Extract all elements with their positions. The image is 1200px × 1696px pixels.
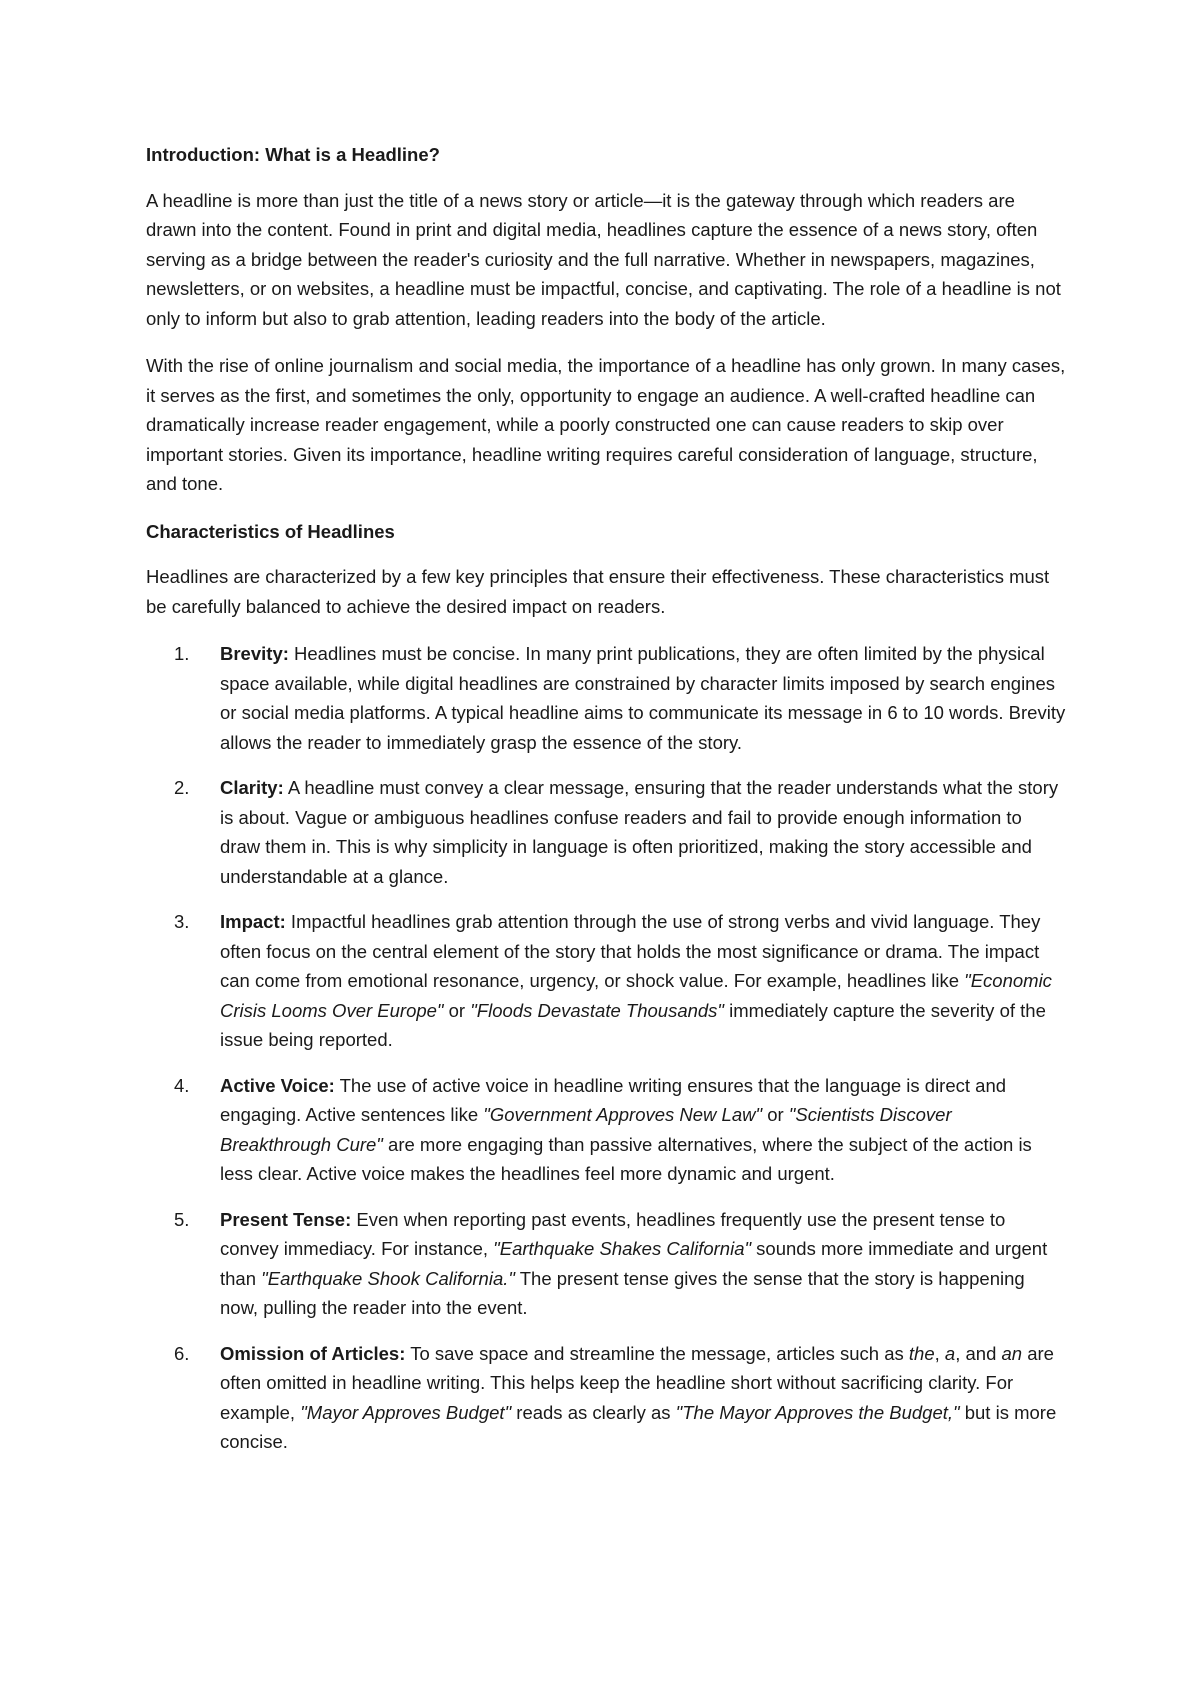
item-text: or (443, 999, 471, 1021)
example-headline: "The Mayor Approves the Budget," (675, 1401, 960, 1423)
list-item-active-voice (146, 1071, 1066, 1189)
item-term: Impact: (220, 911, 286, 932)
intro-paragraph-1: A headline is more than just the title of a news story or article—it is the gateway through which readers are drawn into the content. Found in print and digital media, headlines capture the essence of a news story, often serving as a bridge between the reader's curiosity and the full narrative. Whether in newspapers, magazines, newsletters, or on websites, a headline must be impactful, concise, and captivating. The role of a headline is not only to inform but also to grab attention, leading readers into the body of the article. (146, 189, 1061, 329)
example-headline: "Earthquake Shakes California" (493, 1238, 752, 1259)
item-text: , (934, 1342, 945, 1364)
item-text: immediately capture the severity of the issue being reported. (220, 999, 1046, 1050)
item-text: The present tense gives the sense that the story is happening now, pulling the reader into the event. (220, 1267, 1025, 1318)
item-term: Brevity: (220, 643, 289, 664)
list-item-omission-of-articles (146, 1339, 1066, 1457)
list-item-clarity (146, 773, 1066, 891)
article-example: the (908, 1342, 935, 1364)
item-text: , and (955, 1342, 1002, 1364)
intro-heading: Introduction: What is a Headline? (146, 144, 440, 165)
item-text: Headlines must be concise. In many print publications, they are often limited by the physical space available, while digital headlines are constrained by character limits imposed by search engines or social media platforms. A typical headline aims to communicate its message in 6 to 10 words. Brevity allows the reader to immediately grasp the essence of the story. (220, 643, 1066, 753)
example-headline: "Earthquake Shook California." (261, 1267, 515, 1289)
example-headline: "Mayor Approves Budget" (300, 1401, 512, 1423)
item-text: To save space and streamline the message, articles such as (405, 1342, 909, 1364)
list-number: 5. (174, 1208, 190, 1230)
item-text: are more engaging than passive alternatives, where the subject of the action is less clear. Active voice makes the headlines feel more dynamic and urgent. (220, 1133, 1032, 1184)
list-number: 4. (174, 1074, 190, 1096)
item-term: Clarity: (220, 777, 284, 798)
item-term: Omission of Articles: (220, 1342, 406, 1364)
item-text: but is more concise. (220, 1401, 1057, 1452)
article-example: a (944, 1342, 956, 1364)
item-text: Even when reporting past events, headlines frequently use the present tense to convey immediacy. For instance, (220, 1208, 1006, 1259)
list-number: 6. (174, 1342, 190, 1364)
intro-paragraph-2: With the rise of online journalism and social media, the importance of a headline has only grown. In many cases, it serves as the first, and sometimes the only, opportunity to engage an audience. A well-crafted headline can dramatically increase reader engagement, while a poorly constructed one can cause readers to skip over important stories. Given its importance, headline writing requires careful consideration of language, structure, and tone. (146, 355, 1066, 494)
item-text: are often omitted in headline writing. This helps keep the headline short without sacrificing clarity. For example, (220, 1342, 1054, 1423)
list-item-impact (146, 907, 1066, 1055)
list-item-present-tense (146, 1205, 1066, 1323)
list-number: 1. (174, 643, 190, 664)
example-headline: "Economic Crisis Looms Over Europe" (220, 970, 1052, 1021)
article-example: an (1001, 1342, 1023, 1364)
item-text: Impactful headlines grab attention through the use of strong verbs and vivid language. They often focus on the central element of the story that holds the most significance or drama. The impact can come from emotional resonance, urgency, or shock value. For example, headlines like (220, 911, 1041, 991)
list-number: 2. (174, 777, 190, 798)
example-headline: "Floods Devastate Thousands" (470, 999, 725, 1021)
document-page (146, 140, 1066, 1473)
list-item-brevity (146, 639, 1066, 757)
characteristics-list (146, 639, 1066, 1457)
example-headline: "Government Approves New Law" (483, 1104, 763, 1125)
item-text: The use of active voice in headline writing ensures that the language is direct and engaging. Active sentences like (220, 1074, 1007, 1125)
item-term: Present Tense: (220, 1208, 352, 1230)
list-number: 3. (174, 911, 190, 932)
item-text: sounds more immediate and urgent than (220, 1238, 1048, 1289)
item-text: or (762, 1104, 789, 1125)
characteristics-intro: Headlines are characterized by a few key principles that ensure their effectiveness. These characteristics must be carefully balanced to achieve the desired impact on readers. (146, 566, 1050, 617)
item-text: A headline must convey a clear message, ensuring that the reader understands what the story is about. Vague or ambiguous headlines confuse readers and fail to provide enough information to draw them in. This is why simplicity in language is often prioritized, making the story accessible and understandable at a glance. (220, 777, 1059, 887)
characteristics-heading: Characteristics of Headlines (146, 520, 395, 542)
item-text: reads as clearly as (511, 1401, 676, 1423)
example-headline: "Scientists Discover Breakthrough Cure" (220, 1104, 952, 1155)
item-term: Active Voice: (220, 1074, 335, 1096)
